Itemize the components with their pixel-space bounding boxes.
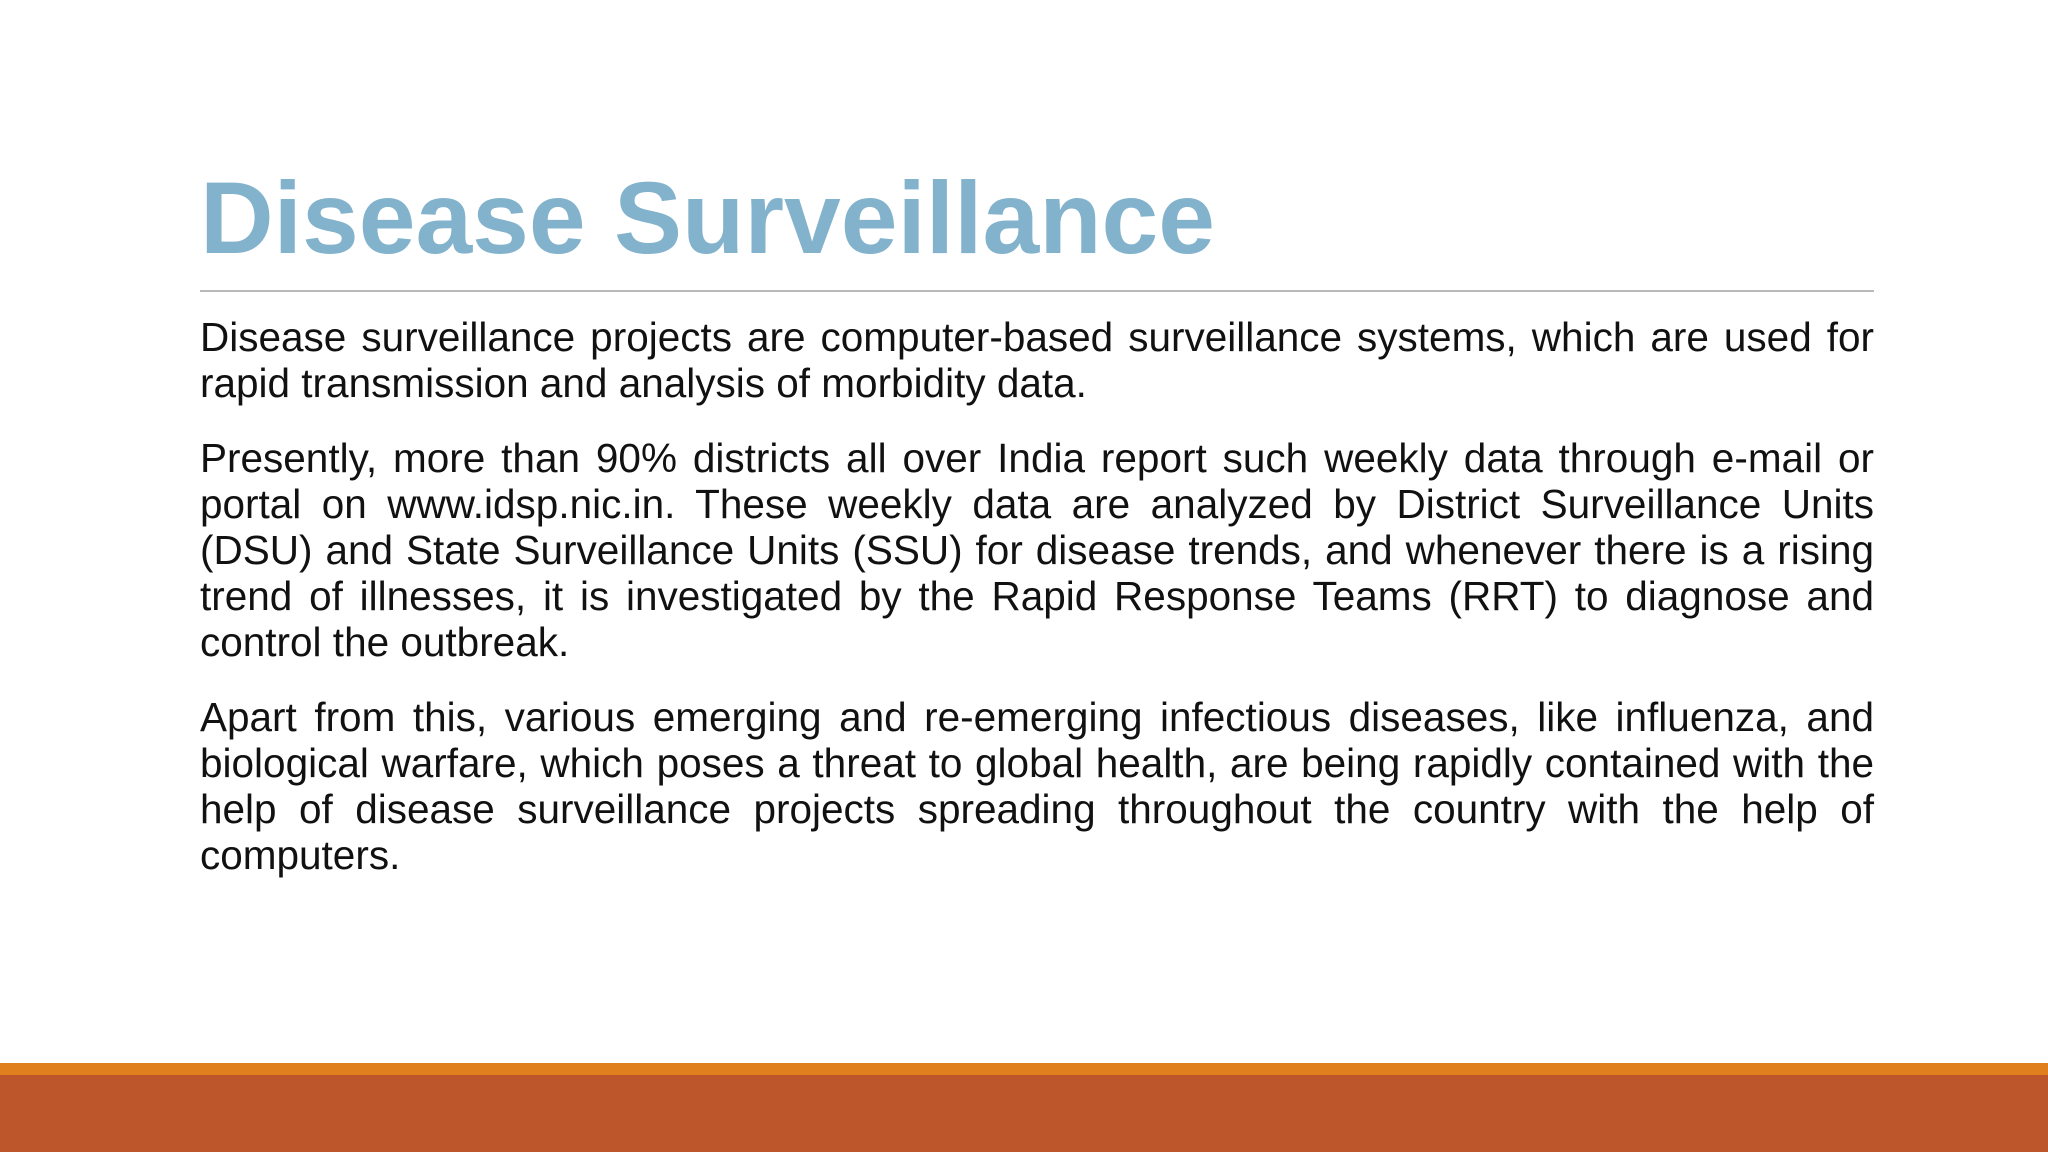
body-paragraph-2: Presently, more than 90% districts all over India report such weekly data through e-mail or portal on www.idsp.nic.in. These weekly data are analyzed by District Surveillance Units (DSU) and State Surveillance Units (SSU) for disease trends, and whenever there is a rising trend of illnesses, it is investigated by the Rapid Response Teams (RRT) to diagnose and control the outbreak. [200, 435, 1874, 665]
footer-accent-band [0, 1063, 2048, 1075]
slide-title: Disease Surveillance [200, 161, 1215, 275]
footer-band [0, 1075, 2048, 1152]
body-paragraph-3: Apart from this, various emerging and re-emerging infectious diseases, like influenza, and biological warfare, which poses a threat to global health, are being rapidly contained with the help of disease surveillance projects spreading throughout the country with the help of computers. [200, 694, 1874, 878]
body-paragraph-1: Disease surveillance projects are computer-based surveillance systems, which are used for rapid transmission and analysis of morbidity data. [200, 314, 1874, 406]
title-divider [200, 290, 1874, 292]
slide-body [200, 314, 1874, 907]
